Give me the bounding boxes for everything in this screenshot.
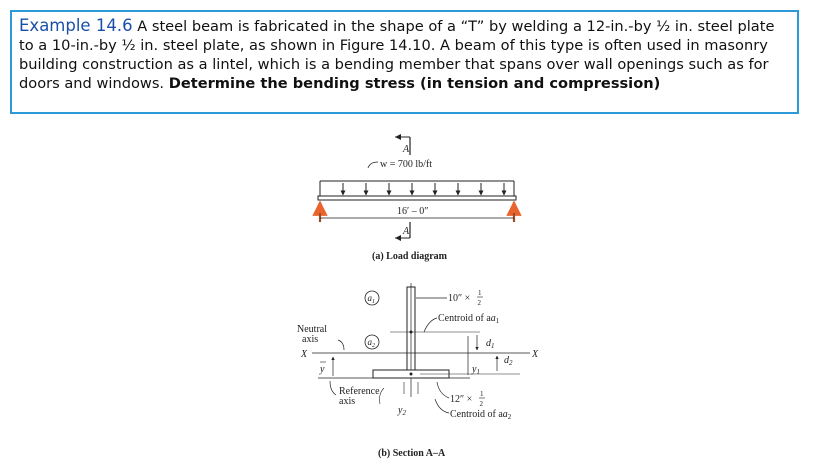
flange-dim-leader xyxy=(437,382,449,398)
centroid-a2-leader xyxy=(435,399,449,413)
flange-dim-label: 12″ × xyxy=(450,394,473,405)
section-label-top: A xyxy=(403,144,410,155)
load-label: w = 700 lb/ft xyxy=(380,159,433,170)
svg-text:2: 2 xyxy=(479,400,483,408)
centroid-a2-point xyxy=(410,373,413,376)
centroid-a1-label: Centroid of $aa_1$ xyxy=(438,313,500,325)
load-diagram xyxy=(318,134,516,262)
svg-text:1: 1 xyxy=(480,390,484,398)
ybar-label: y xyxy=(320,364,325,375)
web-dim-label: 10″ × xyxy=(448,293,471,304)
reference-axis-label-1: Reference xyxy=(339,386,380,397)
neutral-axis-leader xyxy=(338,340,344,350)
centroid-a2-label: Centroid of $aa_2$ xyxy=(450,409,512,421)
example-label: Example 14.6 xyxy=(19,16,133,35)
caption-b: (b) Section A–A xyxy=(378,448,446,459)
section-label-bottom: A xyxy=(403,226,410,237)
y2-label: $y_2$ xyxy=(398,405,406,417)
centroid-a1-leader xyxy=(424,318,437,332)
axis-x-left: X xyxy=(301,349,308,360)
y1-label: $y_1$ xyxy=(472,364,480,376)
span-label: 16′ – 0″ xyxy=(397,206,429,217)
section-marker-top xyxy=(395,134,410,155)
reference-axis-label-2: axis xyxy=(339,396,356,407)
neutral-axis-label-2: axis xyxy=(302,334,319,345)
d1-label: $d_1$ xyxy=(486,338,495,350)
load-arrows xyxy=(320,181,514,196)
section-diagram xyxy=(297,283,539,459)
caption-a: (a) Load diagram xyxy=(372,251,447,262)
section-marker-bottom xyxy=(395,222,410,241)
svg-text:2: 2 xyxy=(477,299,481,307)
problem-body: A steel beam is fabricated in the shape of a “T” by welding a 12-in.-by ½ in. steel plate to a 10-in.-by ½ in. steel plate, as shown in Figure 14.10. A beam of this type is often used in masonry building construction as a lintel, which is a bending member that spans over wall openings such as for doors and windows. xyxy=(19,18,775,92)
axis-x-right: X xyxy=(532,349,539,360)
load-leader xyxy=(368,162,378,168)
svg-text:1: 1 xyxy=(478,289,482,297)
d2-label: $d_2$ xyxy=(504,355,513,367)
neutral-axis-label-1: Neutral xyxy=(297,324,327,335)
area-a2-label: $a_2$ xyxy=(367,337,375,349)
area-a1-label: $a_1$ xyxy=(367,293,375,305)
problem-task: Determine the bending stress (in tension and compression) xyxy=(168,75,661,92)
reference-axis-leader xyxy=(330,381,336,395)
flange-dim-fraction xyxy=(479,390,485,408)
web-dim-fraction xyxy=(477,289,483,307)
beam xyxy=(318,196,516,200)
